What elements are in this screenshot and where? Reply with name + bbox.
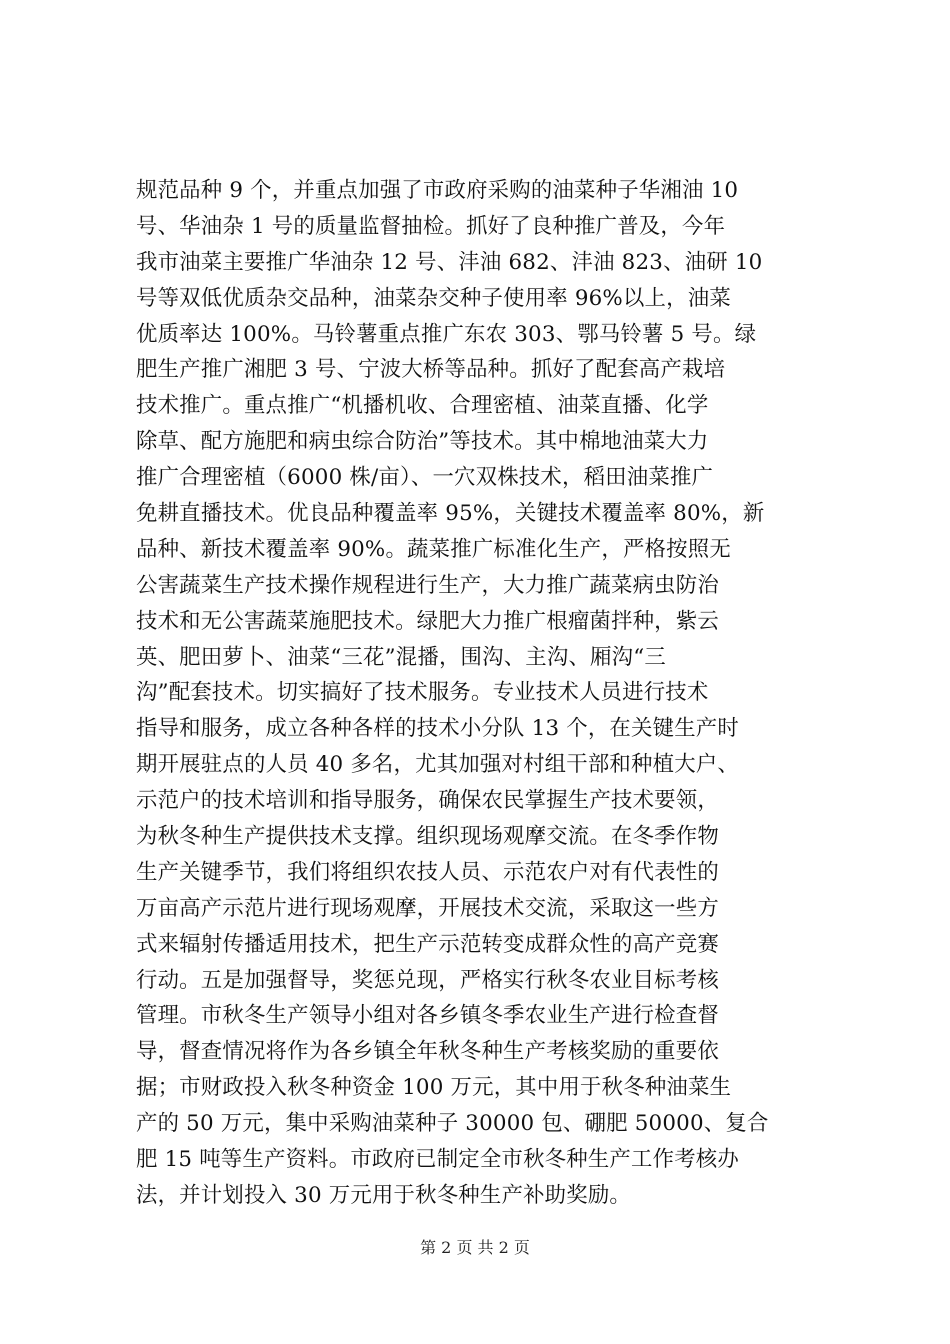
- text-line: 法，并计划投入 30 万元用于秋冬种生产补助奖励。: [136, 1182, 632, 1208]
- page-number-label: 第 2 页 共 2 页: [420, 1238, 530, 1257]
- text-line: 生产关键季节，我们将组织农技人员、示范农户对有代表性的: [136, 859, 719, 885]
- text-line: 据；市财政投入秋冬种资金 100 万元，其中用于秋冬种油菜生: [136, 1075, 732, 1101]
- text-line: 免耕直播技术。优良品种覆盖率 95%，关键技术覆盖率 80%，新: [136, 501, 765, 527]
- text-line: 品种、新技术覆盖率 90%。蔬菜推广标准化生产，严格按照无: [136, 536, 731, 562]
- text-line: 肥 15 吨等生产资料。市政府已制定全市秋冬种生产工作考核办: [136, 1147, 739, 1173]
- text-line: 公害蔬菜生产技术操作规程进行生产，大力推广蔬菜病虫防治: [136, 572, 719, 598]
- text-line: 期开展驻点的人员 40 多名，尤其加强对村组干部和种植大户、: [136, 752, 739, 778]
- text-line: 肥生产推广湘肥 3 号、宁波大桥等品种。抓好了配套高产栽培: [136, 357, 726, 383]
- text-line: 沟”配套技术。切实搞好了技术服务。专业技术人员进行技术: [136, 680, 709, 706]
- text-line: 技术推广。重点推广“机播机收、合理密植、油菜直播、化学: [136, 393, 709, 419]
- text-line: 导，督查情况将作为各乡镇全年秋冬种生产考核奖励的重要依: [136, 1039, 719, 1065]
- body-paragraph: [136, 173, 826, 1214]
- text-line: 指导和服务，成立各种各样的技术小分队 13 个，在关键生产时: [136, 716, 739, 742]
- text-line: 行动。五是加强督导，奖惩兑现，严格实行秋冬农业目标考核: [136, 967, 719, 993]
- text-line: 我市油菜主要推广华油杂 12 号、沣油 682、沣油 823、油研 10: [136, 249, 763, 275]
- text-line: 英、肥田萝卜、油菜“三花”混播，围沟、主沟、厢沟“三: [136, 644, 666, 670]
- text-line: 号等双低优质杂交品种，油菜杂交种子使用率 96%以上，油菜: [136, 285, 731, 311]
- text-line: 号、华油杂 1 号的质量监督抽检。抓好了良种推广普及，今年: [136, 213, 726, 239]
- text-line: 万亩高产示范片进行现场观摩，开展技术交流，采取这一些方: [136, 895, 719, 921]
- text-line: 管理。市秋冬生产领导小组对各乡镇冬季农业生产进行检查督: [136, 1003, 719, 1029]
- text-line: 技术和无公害蔬菜施肥技术。绿肥大力推广根瘤菌拌种，紫云: [136, 608, 719, 634]
- page-footer: [0, 1238, 950, 1258]
- text-line: 产的 50 万元，集中采购油菜种子 30000 包、硼肥 50000、复合: [136, 1111, 769, 1137]
- text-line: 式来辐射传播适用技术，把生产示范转变成群众性的高产竞赛: [136, 931, 719, 957]
- text-line: 除草、配方施肥和病虫综合防治”等技术。其中棉地油菜大力: [136, 429, 709, 455]
- text-line: 规范品种 9 个，并重点加强了市政府采购的油菜种子华湘油 10: [136, 178, 739, 203]
- text-line: 示范户的技术培训和指导服务，确保农民掌握生产技术要领，: [136, 788, 719, 814]
- text-line: 推广合理密植（6000 株/亩）、一穴双株技术，稻田油菜推广: [136, 465, 714, 491]
- text-line: 为秋冬种生产提供技术支撑。组织现场观摩交流。在冬季作物: [136, 824, 719, 850]
- text-line: 优质率达 100%。马铃薯重点推广东农 303、鄂马铃薯 5 号。绿: [136, 321, 757, 347]
